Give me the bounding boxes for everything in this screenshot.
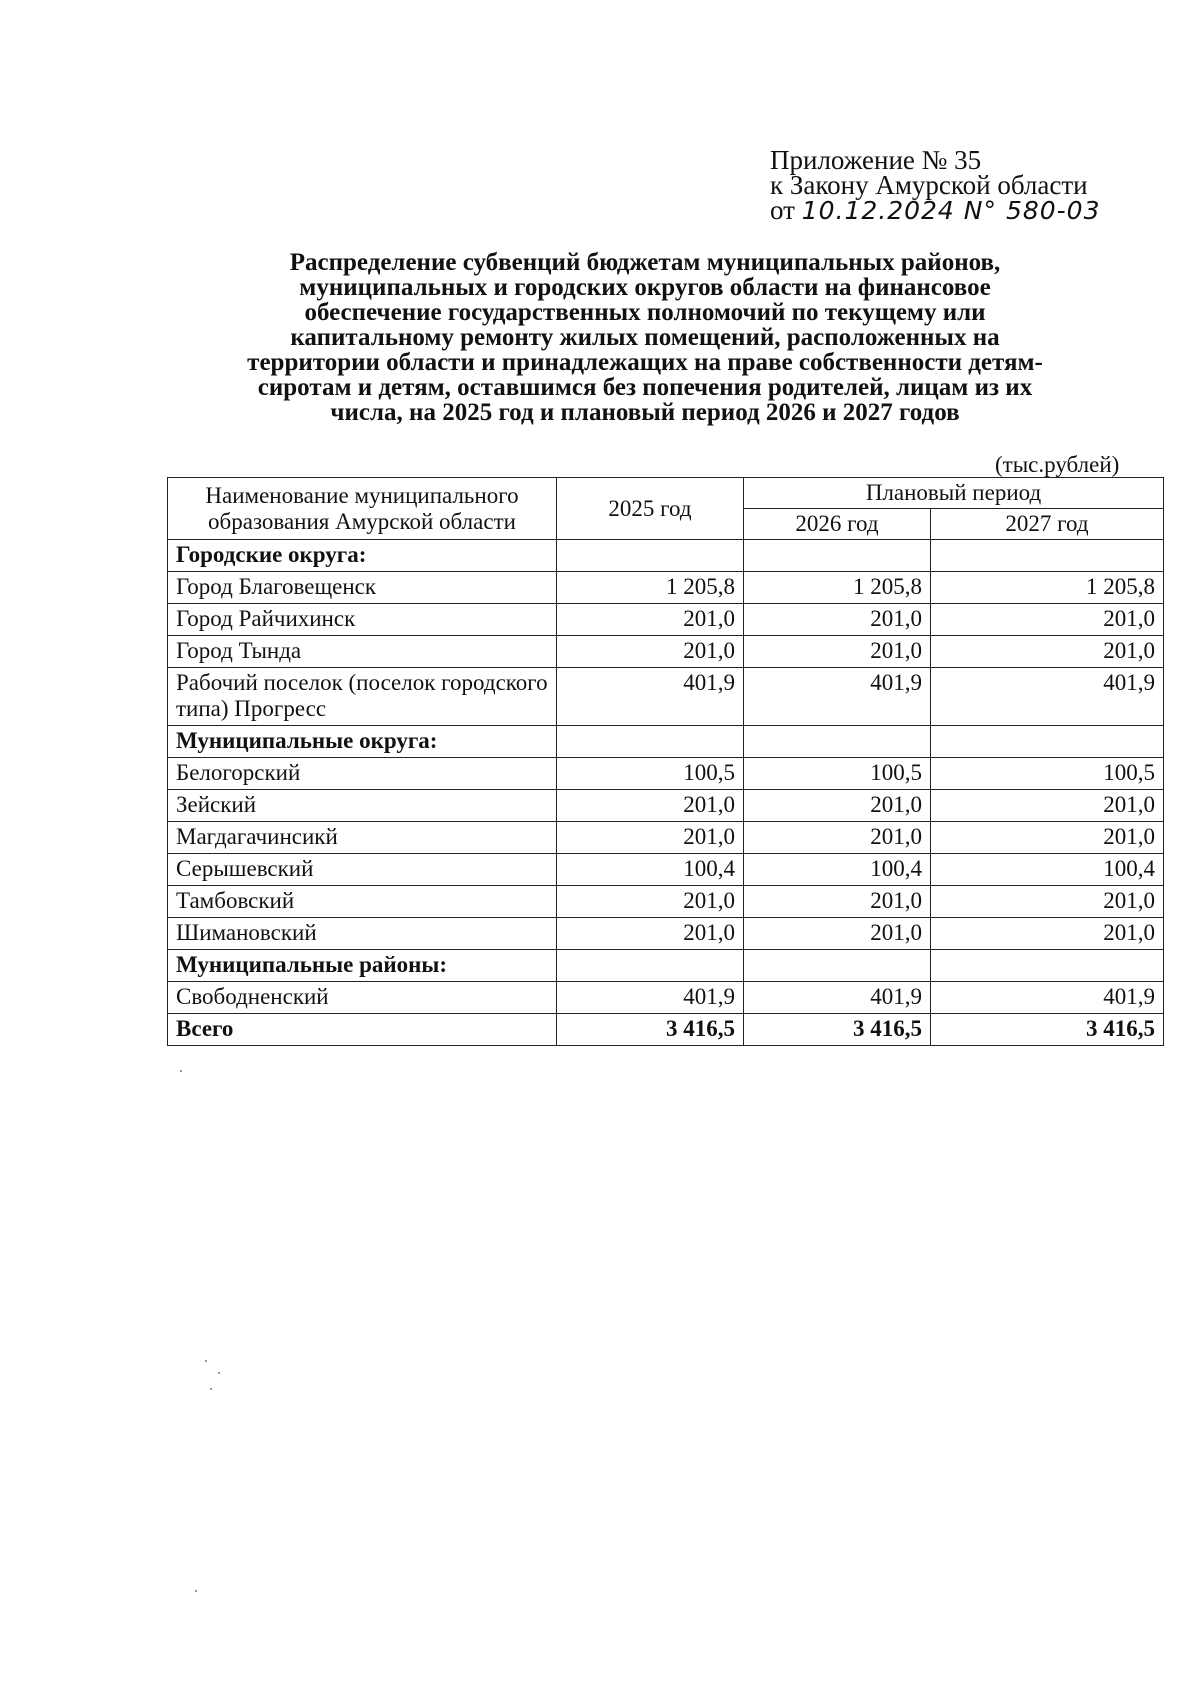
handwritten-date-number: 10.12.2024 N° 580-03 (801, 196, 1101, 225)
appendix-law-reference: к Закону Амурской области (770, 170, 1088, 200)
cell-2025 (557, 540, 744, 572)
cell-2026 (744, 726, 931, 758)
cell-2025: 201,0 (557, 822, 744, 854)
header-2027: 2027 год (931, 509, 1164, 540)
cell-2027: 201,0 (931, 636, 1164, 668)
header-planned-period: Плановый период (744, 478, 1164, 509)
table-row (168, 854, 1164, 886)
cell-2026: 201,0 (744, 886, 931, 918)
scan-speck (180, 1070, 182, 1072)
cell-municipality: Город Благовещенск (168, 572, 557, 604)
cell-municipality: Шимановский (168, 918, 557, 950)
cell-2027: 201,0 (931, 604, 1164, 636)
cell-2026: 201,0 (744, 636, 931, 668)
cell-2025: 201,0 (557, 790, 744, 822)
table-row (168, 918, 1164, 950)
cell-2026 (744, 540, 931, 572)
scan-speck (205, 1360, 207, 1362)
cell-2027: 201,0 (931, 822, 1164, 854)
cell-2026: 100,5 (744, 758, 931, 790)
cell-2025: 401,9 (557, 668, 744, 726)
cell-municipality: Всего (168, 1014, 557, 1046)
scan-speck (210, 1388, 212, 1390)
cell-2027: 1 205,8 (931, 572, 1164, 604)
table-row (168, 668, 1164, 726)
cell-2025 (557, 726, 744, 758)
cell-2027: 201,0 (931, 918, 1164, 950)
cell-2025: 3 416,5 (557, 1014, 744, 1046)
table-row (168, 636, 1164, 668)
cell-2026: 401,9 (744, 982, 931, 1014)
title-line: сиротам и детям, оставшимся без попечения родителей, лицам из их (257, 374, 1033, 401)
cell-2026: 100,4 (744, 854, 931, 886)
appendix-number: Приложение № 35 (770, 145, 982, 175)
title-line: территории области и принадлежащих на праве собственности детям- (247, 349, 1043, 376)
title-line: капитальному ремонту жилых помещений, расположенных на (290, 324, 1000, 351)
table-total-row (168, 1014, 1164, 1046)
header-municipality: Наименование муниципального образования Амурской области (168, 478, 557, 540)
table-row (168, 886, 1164, 918)
cell-2027 (931, 950, 1164, 982)
document-title (175, 250, 1115, 425)
table-group-row (168, 540, 1164, 572)
cell-municipality: Свободненский (168, 982, 557, 1014)
cell-2026: 201,0 (744, 822, 931, 854)
table-row (168, 822, 1164, 854)
cell-2025: 401,9 (557, 982, 744, 1014)
cell-municipality: Город Тында (168, 636, 557, 668)
cell-2025: 201,0 (557, 636, 744, 668)
table-row (168, 790, 1164, 822)
header-2026: 2026 год (744, 509, 931, 540)
appendix-date-prefix: от (770, 195, 795, 225)
table-row (168, 758, 1164, 790)
cell-2025: 100,4 (557, 854, 744, 886)
header-2025: 2025 год (557, 478, 744, 540)
cell-municipality: Город Райчихинск (168, 604, 557, 636)
title-line: муниципальных и городских округов области на финансовое (299, 274, 991, 301)
cell-2027: 100,4 (931, 854, 1164, 886)
cell-2025: 1 205,8 (557, 572, 744, 604)
cell-2025: 100,5 (557, 758, 744, 790)
cell-2027: 201,0 (931, 886, 1164, 918)
table-row (168, 604, 1164, 636)
cell-2027: 401,9 (931, 982, 1164, 1014)
cell-2025: 201,0 (557, 918, 744, 950)
table-row (168, 982, 1164, 1014)
cell-2026: 201,0 (744, 604, 931, 636)
cell-2026: 201,0 (744, 790, 931, 822)
cell-2027: 401,9 (931, 668, 1164, 726)
cell-2025 (557, 950, 744, 982)
cell-2027 (931, 540, 1164, 572)
title-line: числа, на 2025 год и плановый период 2026 и 2027 годов (330, 399, 960, 426)
cell-2026: 201,0 (744, 918, 931, 950)
table-group-row (168, 726, 1164, 758)
cell-2027: 201,0 (931, 790, 1164, 822)
cell-2026 (744, 950, 931, 982)
appendix-header (770, 145, 1101, 225)
cell-2027 (931, 726, 1164, 758)
cell-municipality: Городские округа: (168, 540, 557, 572)
cell-2025: 201,0 (557, 886, 744, 918)
cell-2026: 1 205,8 (744, 572, 931, 604)
appendix-date-line (770, 195, 1101, 225)
cell-municipality: Рабочий поселок (поселок городского типа) Прогресс (168, 668, 557, 726)
cell-2027: 3 416,5 (931, 1014, 1164, 1046)
scan-speck (218, 1372, 220, 1374)
cell-municipality: Серышевский (168, 854, 557, 886)
cell-2026: 401,9 (744, 668, 931, 726)
cell-2025: 201,0 (557, 604, 744, 636)
cell-municipality: Муниципальные районы: (168, 950, 557, 982)
cell-municipality: Зейский (168, 790, 557, 822)
cell-municipality: Тамбовский (168, 886, 557, 918)
cell-municipality: Муниципальные округа: (168, 726, 557, 758)
title-line: обеспечение государственных полномочий по текущему или (304, 299, 986, 326)
cell-2027: 100,5 (931, 758, 1164, 790)
table-body (168, 540, 1164, 1046)
cell-municipality: Магдагачинсикй (168, 822, 557, 854)
cell-municipality: Белогорский (168, 758, 557, 790)
table-row (168, 572, 1164, 604)
scan-speck (195, 1590, 197, 1592)
title-line: Распределение субвенций бюджетам муниципальных районов, (289, 249, 1001, 276)
units-label: (тыс.рублей) (995, 452, 1120, 477)
cell-2026: 3 416,5 (744, 1014, 931, 1046)
table-group-row (168, 950, 1164, 982)
subsidy-table (167, 477, 1164, 1046)
